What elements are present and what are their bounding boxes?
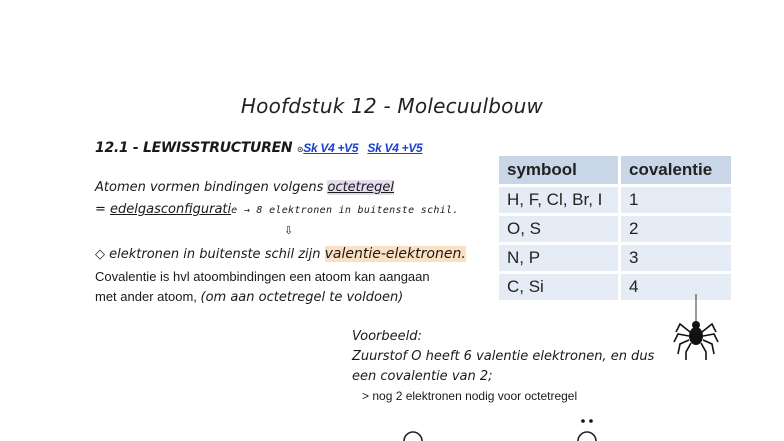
spider-icon — [672, 294, 720, 362]
valentie-highlight: valentie-elektronen. — [324, 246, 466, 262]
cell-symbol: C, Si — [499, 273, 620, 301]
header-covalentie: covalentie — [620, 156, 732, 186]
table-row — [499, 186, 731, 215]
example-label: Voorbeeld: — [352, 329, 422, 344]
intro-line-5-italic: (om aan octetregel te voldoen) — [200, 290, 404, 305]
cell-covalentie: 1 — [620, 186, 732, 215]
bullet-icon: ⊙ — [296, 145, 304, 154]
table-row — [499, 244, 731, 273]
intro-line-4: Covalentie is hvl atoombindingen een atoom kan aangaan — [95, 269, 430, 284]
example-line-3: > nog 2 elektronen nodig voor octetregel — [362, 389, 578, 403]
table-row — [499, 215, 731, 244]
down-arrow-icon: ⇩ — [284, 224, 294, 237]
intro-line-2-prefix: = — [95, 202, 111, 217]
page-title: Hoofdstuk 12 - Molecuulbouw — [240, 94, 544, 118]
cell-symbol: O, S — [499, 215, 620, 244]
lewis-atom-o-right — [572, 418, 602, 441]
intro-line-5-text: met ander atoom, — [95, 289, 201, 304]
octetregel-highlight: octetregel — [327, 180, 394, 195]
section-heading-text: 12.1 - LEWISSTRUCTUREN — [95, 140, 293, 156]
intro-line-2 — [95, 202, 459, 217]
intro-line-1-text: Atomen vormen bindingen volgens — [95, 180, 328, 195]
sk-link-2[interactable]: Sk V4 +V5 — [367, 141, 423, 155]
intro-line-1 — [95, 180, 394, 195]
cell-symbol: N, P — [499, 244, 620, 273]
intro-line-2-rest: e → 8 elektronen in buitenste schil. — [231, 205, 459, 216]
example-line-1: Zuurstof O heeft 6 valentie elektronen, en dus — [352, 349, 655, 364]
cell-covalentie: 2 — [620, 215, 732, 244]
header-symbool: symbool — [499, 156, 620, 186]
cell-symbol: H, F, Cl, Br, I — [499, 186, 620, 215]
covalentie-table — [499, 156, 731, 300]
sk-link-1[interactable]: Sk V4 +V5 — [303, 141, 359, 155]
intro-line-3 — [95, 246, 466, 262]
edelgas-term: edelgasconfigurati — [110, 202, 232, 217]
example-line-2: een covalentie van 2; — [352, 369, 493, 384]
table-header-row — [499, 156, 731, 186]
cell-covalentie: 3 — [620, 244, 732, 273]
intro-line-5 — [95, 289, 403, 305]
cell-covalentie: 4 — [620, 273, 732, 301]
section-heading — [95, 140, 422, 156]
intro-line-3-text: ◇ elektronen in buitenste schil zijn — [95, 247, 325, 262]
lewis-atom-o-left — [398, 428, 428, 441]
